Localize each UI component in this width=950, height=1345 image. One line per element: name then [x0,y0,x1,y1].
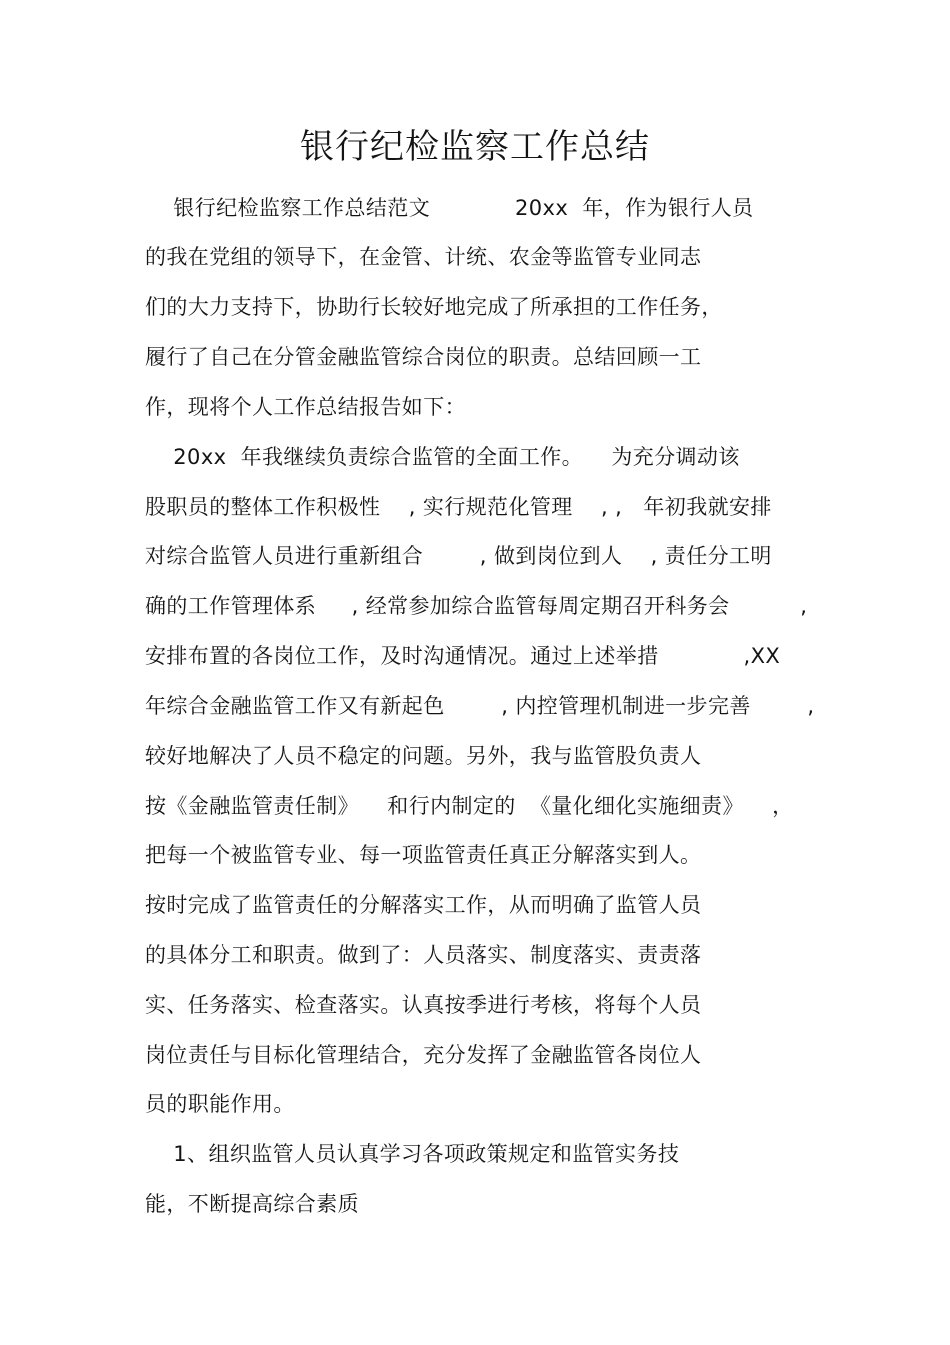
paragraph-line: 对综合监管人员进行重新组合 , 做到岗位到人 , 责任分工明 [145,544,772,568]
paragraph-line: 的我在党组的领导下，在金管、计统、农金等监管专业同志 [145,245,702,269]
paragraph-line: 按时完成了监管责任的分解落实工作，从而明确了监管人员 [145,893,702,917]
paragraph-line: 作，现将个人工作总结报告如下： [145,395,466,419]
paragraph-line: 能，不断提高综合素质 [145,1192,359,1216]
document-title: 银行纪检监察工作总结 [300,127,650,167]
paragraph-line: 把每一个被监管专业、每一项监管责任真正分解落实到人。 [145,843,702,867]
paragraph-line: 岗位责任与目标化管理结合，充分发挥了金融监管各岗位人 [145,1043,702,1067]
paragraph-line: 20xx 年我继续负责综合监管的全面工作。 为充分调动该 [145,445,740,469]
paragraph-line: 年综合金融监管工作又有新起色 , 内控管理机制进一步完善 , [145,694,815,718]
paragraph-line: 安排布置的各岗位工作，及时沟通情况。通过上述举措 ,XX [145,644,781,668]
paragraph-line: 的具体分工和职责。做到了：人员落实、制度落实、责责落 [145,943,702,967]
paragraph-line: 们的大力支持下，协助行长较好地完成了所承担的工作任务， [145,295,723,319]
paragraph-line: 确的工作管理体系 , 经常参加综合监管每周定期召开科务会 , [145,594,808,618]
paragraph-line: 履行了自己在分管金融监管综合岗位的职责。总结回顾一工 [145,345,702,369]
paragraph-line: 实、任务落实、检查落实。认真按季进行考核，将每个人员 [145,993,702,1017]
paragraph-line: 银行纪检监察工作总结范文 20xx 年，作为银行人员 [145,196,754,220]
paragraph-line: 较好地解决了人员不稳定的问题。另外，我与监管股负责人 [145,744,702,768]
paragraph-line: 1、组织监管人员认真学习各项政策规定和监管实务技 [145,1142,680,1166]
paragraph-line: 员的职能作用。 [145,1092,295,1116]
paragraph-line: 股职员的整体工作积极性 , 实行规范化管理 , , 年初我就安排 [145,495,772,519]
paragraph-line: 按《金融监管责任制》 和行内制定的 《量化细化实施细责》 ， [145,794,794,818]
